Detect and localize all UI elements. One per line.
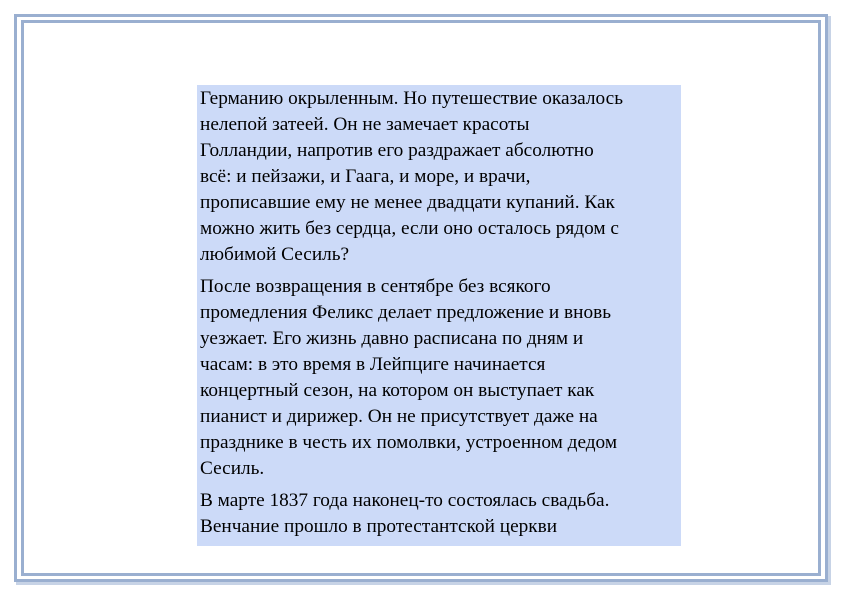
text-line: прописавшие ему не менее двадцати купаний. Как [200,192,615,213]
text-line: часам: в это время в Лейпциге начинается [200,354,546,375]
text-line: Голландии, напротив его раздражает абсолютно [200,140,594,161]
text-line: празднике в честь их помолвки, устроенном дедом [200,432,618,453]
frame-shadow [828,16,831,584]
text-line: промедления Феликс делает предложение и вновь [200,302,611,323]
text-line: можно жить без сердца, если оно осталось рядом с [200,218,619,239]
text-line: всё: и пейзажи, и Гаага, и море, и врачи, [200,166,531,187]
paragraph [200,274,679,482]
text-line: Венчание прошло в протестантской церкви [200,516,558,537]
text-line: После возвращения в сентябре без всякого [200,276,551,297]
text-line: концертный сезон, на котором он выступает как [200,380,595,401]
text-line: В марте 1837 года наконец-то состоялась свадьба. [200,490,610,511]
paragraph [200,488,679,540]
text-line: пианист и дирижер. Он не присутствует даже на [200,406,598,427]
frame-shadow [16,582,831,585]
text-line: Сесиль. [200,458,265,479]
text-line: Германию окрыленным. Но путешествие оказалось [200,88,624,109]
text-line: уезжает. Его жизнь давно расписана по дням и [200,328,584,349]
text-line: нелепой затеей. Он не замечает красоты [200,114,530,135]
text-box [197,85,681,546]
paragraph [200,86,679,268]
text-line: любимой Сесиль? [200,244,350,265]
